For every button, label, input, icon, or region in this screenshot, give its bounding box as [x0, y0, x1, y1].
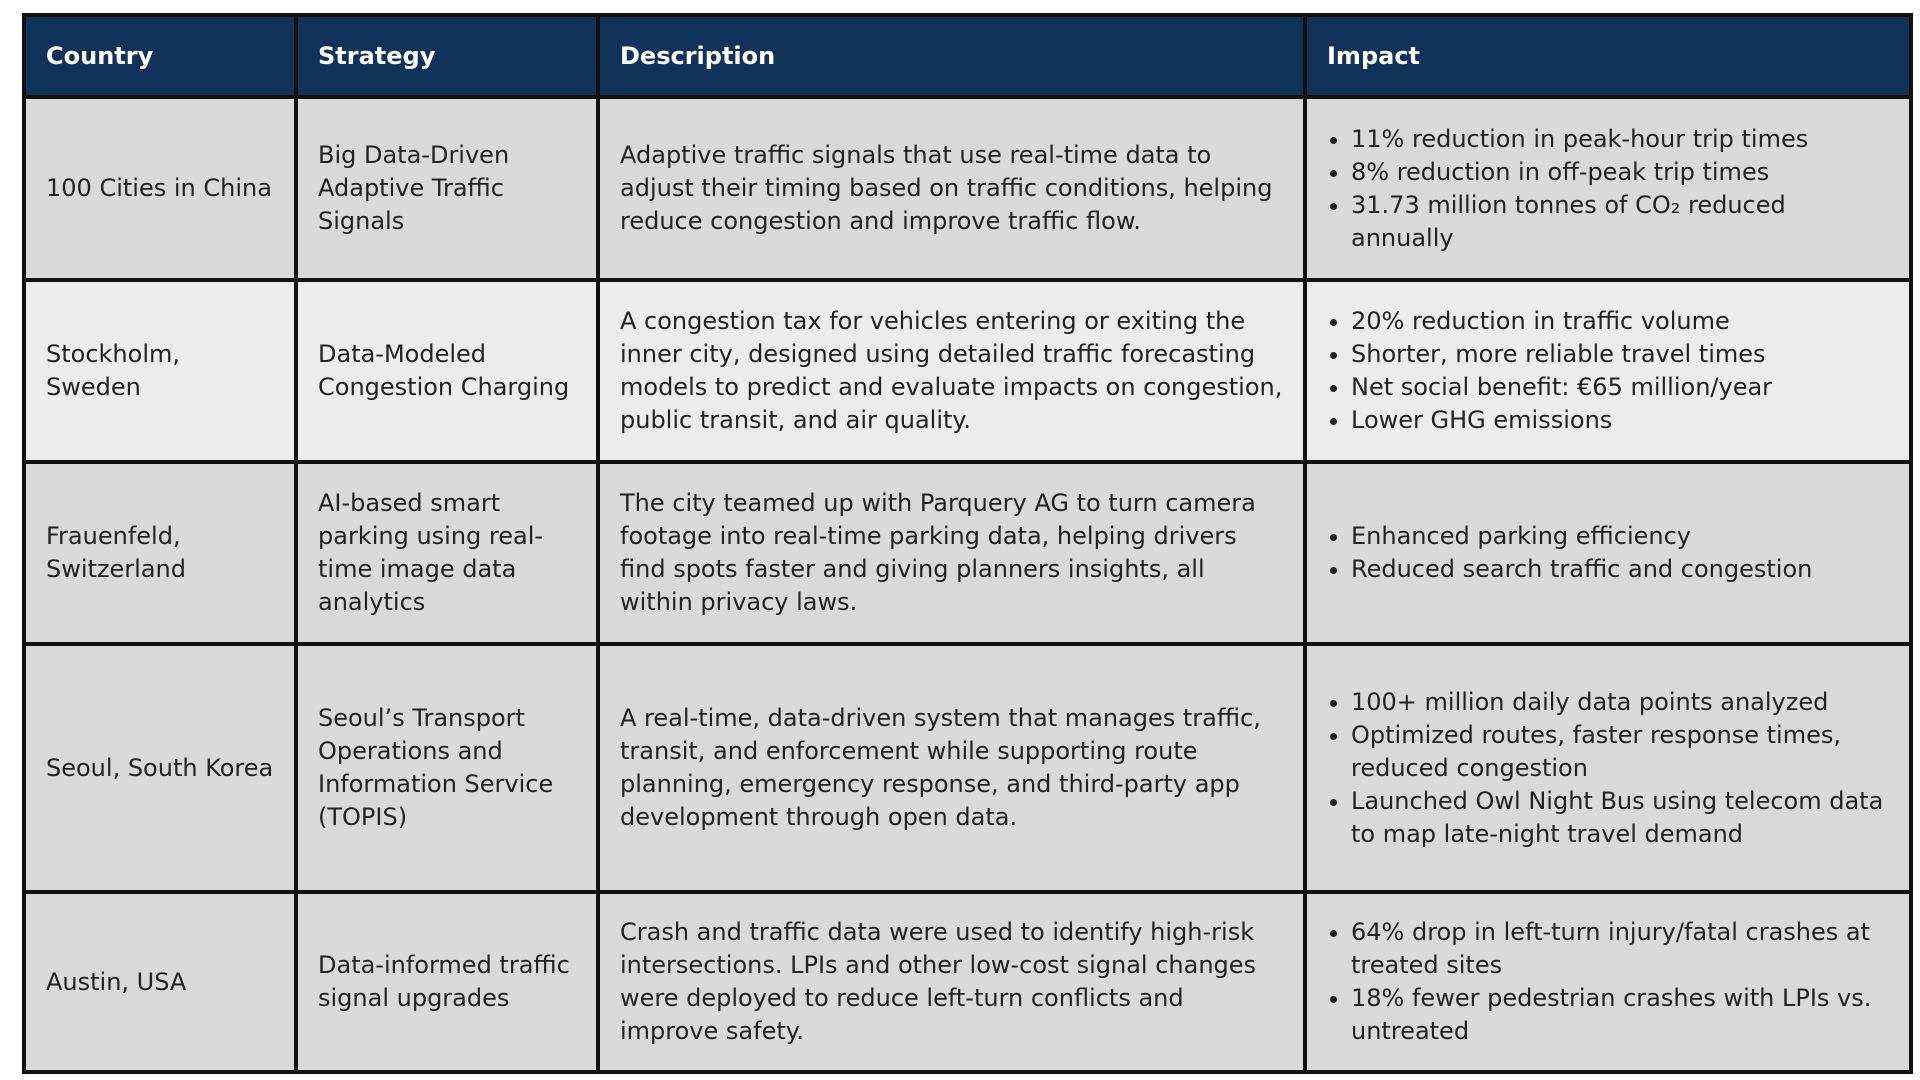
cell-country: 100 Cities in China — [24, 97, 296, 280]
cell-country: Frauenfeld, Switzerland — [24, 462, 296, 644]
impact-item: • 18% fewer pedestrian crashes with LPIs vs. untreated — [1351, 982, 1889, 1048]
table-row — [24, 892, 1911, 1072]
impact-item: • Enhanced parking efficiency — [1351, 520, 1889, 553]
cell-strategy: Seoul’s Transport Operations and Information Service (TOPIS) — [296, 644, 598, 892]
cell-country: Seoul, South Korea — [24, 644, 296, 892]
cell-strategy: Data-Modeled Congestion Charging — [296, 280, 598, 462]
impact-item: • 11% reduction in peak-hour trip times — [1351, 123, 1889, 156]
header-impact: Impact — [1305, 15, 1911, 97]
cell-strategy: Big Data-Driven Adaptive Traffic Signals — [296, 97, 598, 280]
impact-item: • Reduced search traffic and congestion — [1351, 553, 1889, 586]
cell-impact — [1305, 280, 1911, 462]
header-country: Country — [24, 15, 296, 97]
header-description: Description — [598, 15, 1305, 97]
impact-list — [1327, 686, 1889, 851]
impact-item: • Optimized routes, faster response times, reduced congestion — [1351, 719, 1889, 785]
impact-item: • Lower GHG emissions — [1351, 404, 1889, 437]
strategy-table — [22, 13, 1913, 1074]
table-row — [24, 280, 1911, 462]
cell-description: Crash and traffic data were used to identify high-risk intersections. LPIs and other low-cost signal changes were deployed to reduce left-turn conflicts and improve safety. — [598, 892, 1305, 1072]
table-header — [24, 15, 1911, 97]
impact-item: • Shorter, more reliable travel times — [1351, 338, 1889, 371]
impact-item: • Launched Owl Night Bus using telecom data to map late-night travel demand — [1351, 785, 1889, 851]
impact-item: • Net social benefit: €65 million/year — [1351, 371, 1889, 404]
table-row — [24, 644, 1911, 892]
cell-impact — [1305, 644, 1911, 892]
impact-item: • 20% reduction in traffic volume — [1351, 305, 1889, 338]
cell-impact — [1305, 892, 1911, 1072]
cell-strategy: Data-informed traffic signal upgrades — [296, 892, 598, 1072]
table-body — [24, 97, 1911, 1072]
header-row — [24, 15, 1911, 97]
impact-item: • 100+ million daily data points analyzed — [1351, 686, 1889, 719]
cell-description: Adaptive traffic signals that use real-time data to adjust their timing based on traffic conditions, helping reduce congestion and improve traffic flow. — [598, 97, 1305, 280]
cell-description: A real-time, data-driven system that manages traffic, transit, and enforcement while supporting route planning, emergency response, and third-party app development through open data. — [598, 644, 1305, 892]
strategy-table-container — [22, 13, 1909, 1066]
impact-list — [1327, 123, 1889, 255]
cell-description: A congestion tax for vehicles entering or exiting the inner city, designed using detailed traffic forecasting models to predict and evaluate impacts on congestion, public transit, and air quality. — [598, 280, 1305, 462]
impact-item: • 8% reduction in off-peak trip times — [1351, 156, 1889, 189]
impact-list — [1327, 305, 1889, 437]
header-strategy: Strategy — [296, 15, 598, 97]
cell-impact — [1305, 97, 1911, 280]
impact-list — [1327, 916, 1889, 1048]
cell-country: Stockholm, Sweden — [24, 280, 296, 462]
cell-strategy: AI-based smart parking using real-time image data analytics — [296, 462, 598, 644]
impact-item: • 31.73 million tonnes of CO₂ reduced annually — [1351, 189, 1889, 255]
cell-country: Austin, USA — [24, 892, 296, 1072]
cell-description: The city teamed up with Parquery AG to turn camera footage into real-time parking data, helping drivers find spots faster and giving planners insights, all within privacy laws. — [598, 462, 1305, 644]
table-row — [24, 97, 1911, 280]
cell-impact — [1305, 462, 1911, 644]
table-row — [24, 462, 1911, 644]
impact-list — [1327, 520, 1889, 586]
impact-item: • 64% drop in left-turn injury/fatal crashes at treated sites — [1351, 916, 1889, 982]
